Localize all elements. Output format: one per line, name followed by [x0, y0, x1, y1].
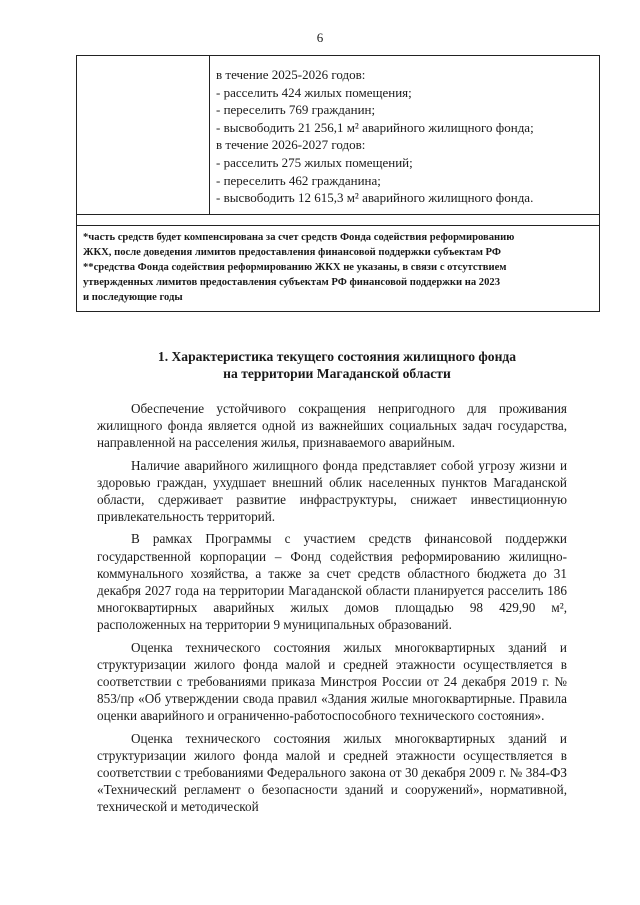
- table-line: - высвободить 21 256,1 м² аварийного жилищного фонда;: [216, 119, 534, 135]
- table-line: в течение 2025-2026 годов:: [216, 67, 366, 82]
- section-body: [97, 400, 567, 821]
- table-line: - переселить 769 гражданин;: [216, 102, 376, 118]
- paragraph: Обеспечение устойчивого сокращения непригодного для проживания жилищного фонда является одной из важнейших социальных задач государства, направленной на расселения жилья, признаваемого аварийным.: [97, 401, 567, 451]
- page-number: 6: [316, 30, 324, 45]
- table-line: - переселить 462 гражданина;: [216, 172, 381, 188]
- note-line: **средства Фонда содействия реформированию ЖКХ не указаны, в связи с отсутствием: [83, 262, 507, 273]
- table-line: - расселить 275 жилых помещений;: [216, 154, 413, 170]
- table-line: в течение 2026-2027 годов:: [216, 137, 366, 153]
- program-table: [76, 55, 600, 312]
- table-row: [77, 56, 599, 215]
- paragraph: Наличие аварийного жилищного фонда представляет собой угрозу жизни и здоровью граждан, ухудшает внешний облик населенных пунктов Магаданской области, сдерживает развитие инфраструктуры, снижает инвестиционную привлекательность территорий.: [97, 457, 567, 525]
- paragraph: Оценка технического состояния жилых многоквартирных зданий и структуризации жилого фонда малой и средней этажности осуществляется в соответствии с требованиями приказа Минстроя России от 24 декабря 2019 г. № 853/пр «Об утверждении свода правил «Здания жилые многоквартирные. Правила оценки аварийного и ограниченно-работоспособного технического состояния».: [97, 639, 567, 724]
- table-left-cell: [77, 56, 210, 214]
- paragraph: Оценка технического состояния жилых многоквартирных зданий и структуризации жилого фонда малой и средней этажности осуществляется в соответствии с требованиями Федерального закона от 30 декабря 2009 г. № 384-ФЗ «Технический регламент о безопасности зданий и сооружений», нормативной, технической и методической: [97, 730, 567, 815]
- note-line: утвержденных лимитов предоставления субъектам РФ финансовой поддержки на 2023: [83, 277, 500, 288]
- note-line: и последующие годы: [83, 292, 183, 303]
- section-heading: [76, 348, 598, 382]
- note-line: *часть средств будет компенсирована за счет средств Фонда содействия реформированию: [83, 232, 515, 243]
- paragraph: В рамках Программы с участием средств финансовой поддержки государственной корпорации – Фонд содействия реформированию жилищно-коммунального хозяйства, а также за счет средств областного бюджета до 31 декабря 2027 года на территории Магаданской области планируется расселить 186 многоквартирных аварийных жилых домов площадью 98 429,90 м², расположенных на территории 9 муниципальных образований.: [97, 531, 567, 633]
- heading-line: на территории Магаданской области: [223, 366, 451, 381]
- table-spacer-row: [77, 215, 599, 226]
- table-notes: [77, 226, 599, 311]
- table-line: - высвободить 12 615,3 м² аварийного жилищного фонда.: [216, 190, 534, 206]
- table-right-cell: [210, 56, 599, 214]
- note-line: ЖКХ, после доведения лимитов предоставления финансовой поддержки субъектам РФ: [83, 247, 501, 258]
- heading-line: 1. Характеристика текущего состояния жилищного фонда: [157, 349, 517, 364]
- table-line: - расселить 424 жилых помещения;: [216, 84, 412, 100]
